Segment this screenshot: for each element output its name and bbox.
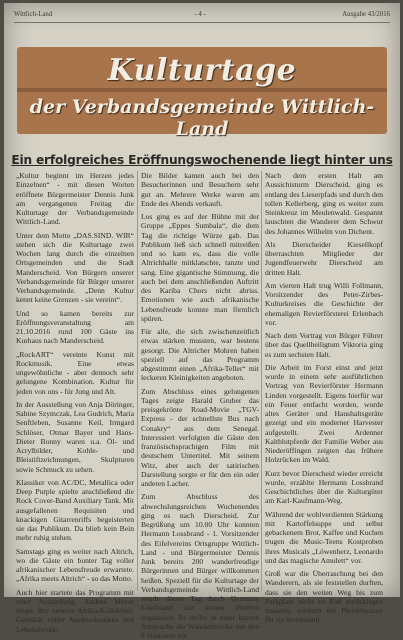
issue-number: Ausgabe 43/2016 [342, 11, 390, 18]
paragraph: Kurz bevor Dierscheid wieder erreicht wurde, erzählte Hermann Lossbrand Geschichtliches über die Kulturgüter am Karl-Kaufmann-Weg. [265, 468, 383, 506]
paragraph: Und so kamen bereits zur Eröffnungsveranstaltung am 21.10.2016 rund 100 Gäste ins Kurhaus nach Manderscheid. [16, 308, 134, 346]
paragraph: Los ging es auf der Bühne mit der Gruppe „Eppes Sumbala“, die dem Tag die richtige Würze gab. Das Publikum ließ sich schnell mitreißen und so kam es, dass die volle Altrichhalle mitklatschte, tanzte und sang. Eine gigantische Stimmung, die auch bei dem anschließenden Auftritt des Kariba Chors nicht abriss. Emotionen wie auch afrikanische Lebensfreude konnte man förmlich spüren. [141, 212, 259, 323]
page-number: - 4 - [194, 11, 206, 18]
column-divider [261, 171, 262, 591]
paragraph: Für alle, die sich zwischenzeitlich etwas stärken mussten, war bestens gesorgt. Die Altricher Mohren haben speziell auf das Programm abgestimmt einen „Afrika-Teller“ mit leckeren Kleinigkeiten angeboten. [141, 327, 259, 383]
header-section: Wittlich-Land [14, 11, 53, 18]
paragraph: Die Arbeit im Forst einst und jetzt wurde in einem sehr ausführlichen Vortrag von Revierförster Hermann Linden vorgestellt. Eigens hierfür war ein Feuer entfacht worden, wurde altes Geräter und Haushaltsgeräte gezeigt und ein moderner Harvester aufgestellt. Zwei Ardenner Kaltblutpferde der Familie Weber aus Niederöffingen zeigten das frühere Holzrücken im Wald. [265, 362, 383, 465]
paragraph: Nach dem ersten Halt am Aussichtsturm Dierscheid, ging es entlang des Lieserpfads und durch den tollen Kellerberg, ging es weiter zum Steinkreuz im Meulenwald. Gespannt lauschten die Wanderer dem Schwur des Johannes Wilhelm von Dichent. [265, 171, 383, 236]
paragraph: Zum Abschluss des abwechslungsreichen Wochenendes ging es nach Dierscheid. Zur Begrüßung um 10.00 Uhr konnten Hermann Lossbrand - 1. Vorsitzender des Eifelvereins Ortsgruppe Wittlich-Land - und Bürgermeister Dennis Junk bereits 200 wanderfreudige Bürgerinnen und Bürger willkommen heißen. Speziell für die Kulturtage der Verbandsgemeinde Wittlich-Land wurde dieser Tag durch Hermann Lossbrand mit seinen Helfern organisiert. Er stellte in einer kurzen Ansprache die Wanderstrecke mit den 8 Stationen vor. [141, 492, 259, 640]
paragraph: Samstags ging es weiter nach Altrich, wo die Gäste ein bunter Tag voller afrikanischer Lebensfreude erwartete. „Afrika meets Altrich“ - so das Motto. [16, 546, 134, 584]
paragraph: In der Ausstellung von Anja Döringer, Sabine Szymczak, Lea Gudrich, Maria Senftleben, Susanne Keil, Irmgard Schlöser, Otmar Bayer und Hans-Dieter Bonny waren u.a. Öl- und Acrylbilder, Kohle- und Bleistiftzeichnungen, Skulpturen sowie Schmuck zu sehen. [16, 399, 134, 474]
paragraph: „Kultur beginnt im Herzen jedes Einzelnen“ - mit diesen Worten eröffnete Bürgermeister Dennis Junk am vergangenen Freitag die Kulturtage der Verbandsgemeinde Wittlich-Land. [16, 171, 134, 227]
paragraph: Während der wohlverdienten Stärkung mit Kartoffelsuppe und selbst gebackenem Brot, Kaffee und Kuchen trugen die Music-Teens Kostproben ihres Musicals „Löwenherz, Leonardo und das magische Amulett“ vor. [265, 509, 383, 565]
paragraph: Zum Abschluss eines gelungenen Tages zeigte Harald Gruber das preisgekrönte Road-Movie „TGV-Express - der schnellste Bus nach Conakry“ aus dem Senegal. Interessiert verfolgten die Gäste den französischsprachigen Film mit deutschem Untertitel. Mit seinem Witz, aber auch der satirischen Darstellung sorgte er für den ein oder anderen Lacher. [141, 386, 259, 488]
paragraph: Am vierten Halt trug Willi Follmann, Vorsitzender des Peter-Zirbes-Kulturkreises die Geschichte der ehemaligen Revierförsterei Erlenbach vor. [265, 280, 383, 327]
paragraph: Unter dem Motto „DAS.SIND. WIR“ stehen sich die Kulturtage zwei Wochen lang durch die einzelnen Ortsgemeinden und die Stadt Manderscheid. Von Bürgern unserer Verbandsgemeinde für Bürger unserer Verbandsgemeinde. „Denn Kultur kennt keine Grenzen - sie vereint“. [16, 230, 134, 305]
article-headline: Ein erfolgreiches Eröffnungswochenende liegt hinter uns [11, 153, 393, 167]
column-divider [137, 171, 138, 591]
paragraph: Die Bilder kamen auch bei den Besucherinnen und Besuchern sehr gut an. Mehrere Werke waren am Ende des Abends verkauft. [141, 171, 259, 208]
article-column-2 [141, 171, 259, 640]
banner-title: Kulturtage [107, 53, 297, 88]
newspaper-page [4, 3, 400, 640]
article-column-3 [265, 171, 383, 625]
paragraph: Als Dierscheider Kiesellkopf überraschten Mitglieder der Jugendfeuerwehr Dierscheid am dritten Halt. [265, 239, 383, 277]
paragraph: „RockART“ vereinte Kunst mit Rockmusik. Eine etwas ungewöhnliche - aber dennoch sehr gelungene Kombination. Kultur für jeden von uns - für Jung und Alt. [16, 349, 134, 396]
title-banner [17, 47, 387, 140]
paragraph: Groß war die Überraschung bei den Wanderern, als sie feststellen durften, dass sie den weiten Weg bis zum Parkplatz nicht zu Fuß zurücklegen mussten, sondern ein Pferdebustaxi für sie bereitstand. [265, 569, 383, 625]
paragraph: Nach dem Vortrag von Bürger Führer über das Quellheiligtum Viktoria ging es zum sechsten Halt. [265, 331, 383, 359]
paragraph: Auch hier startete das Programm mit einer Ausstellung. Andrea Meyer zeigte ihre neueste Afrika-Kollektion. Gemälde voller Ausdrucksstärke und Lebensfreude. [16, 587, 134, 634]
page-header [14, 10, 390, 23]
article-column-1 [16, 171, 134, 634]
paragraph: Klassiker von AC/DC, Metallica oder Deep Purple spielte anschließend die Rock Cover-Band Auxiliary Tank. Mit ausgefallenen Requisiten und knackigen Gitarrenriffs begeisterten sie das Publikum. Da blieb kein Bein mehr ruhig stehen. [16, 477, 134, 543]
banner-stripe [17, 88, 387, 92]
banner-subtitle: der Verbandsgemeinde Wittlich-Land [29, 96, 375, 140]
